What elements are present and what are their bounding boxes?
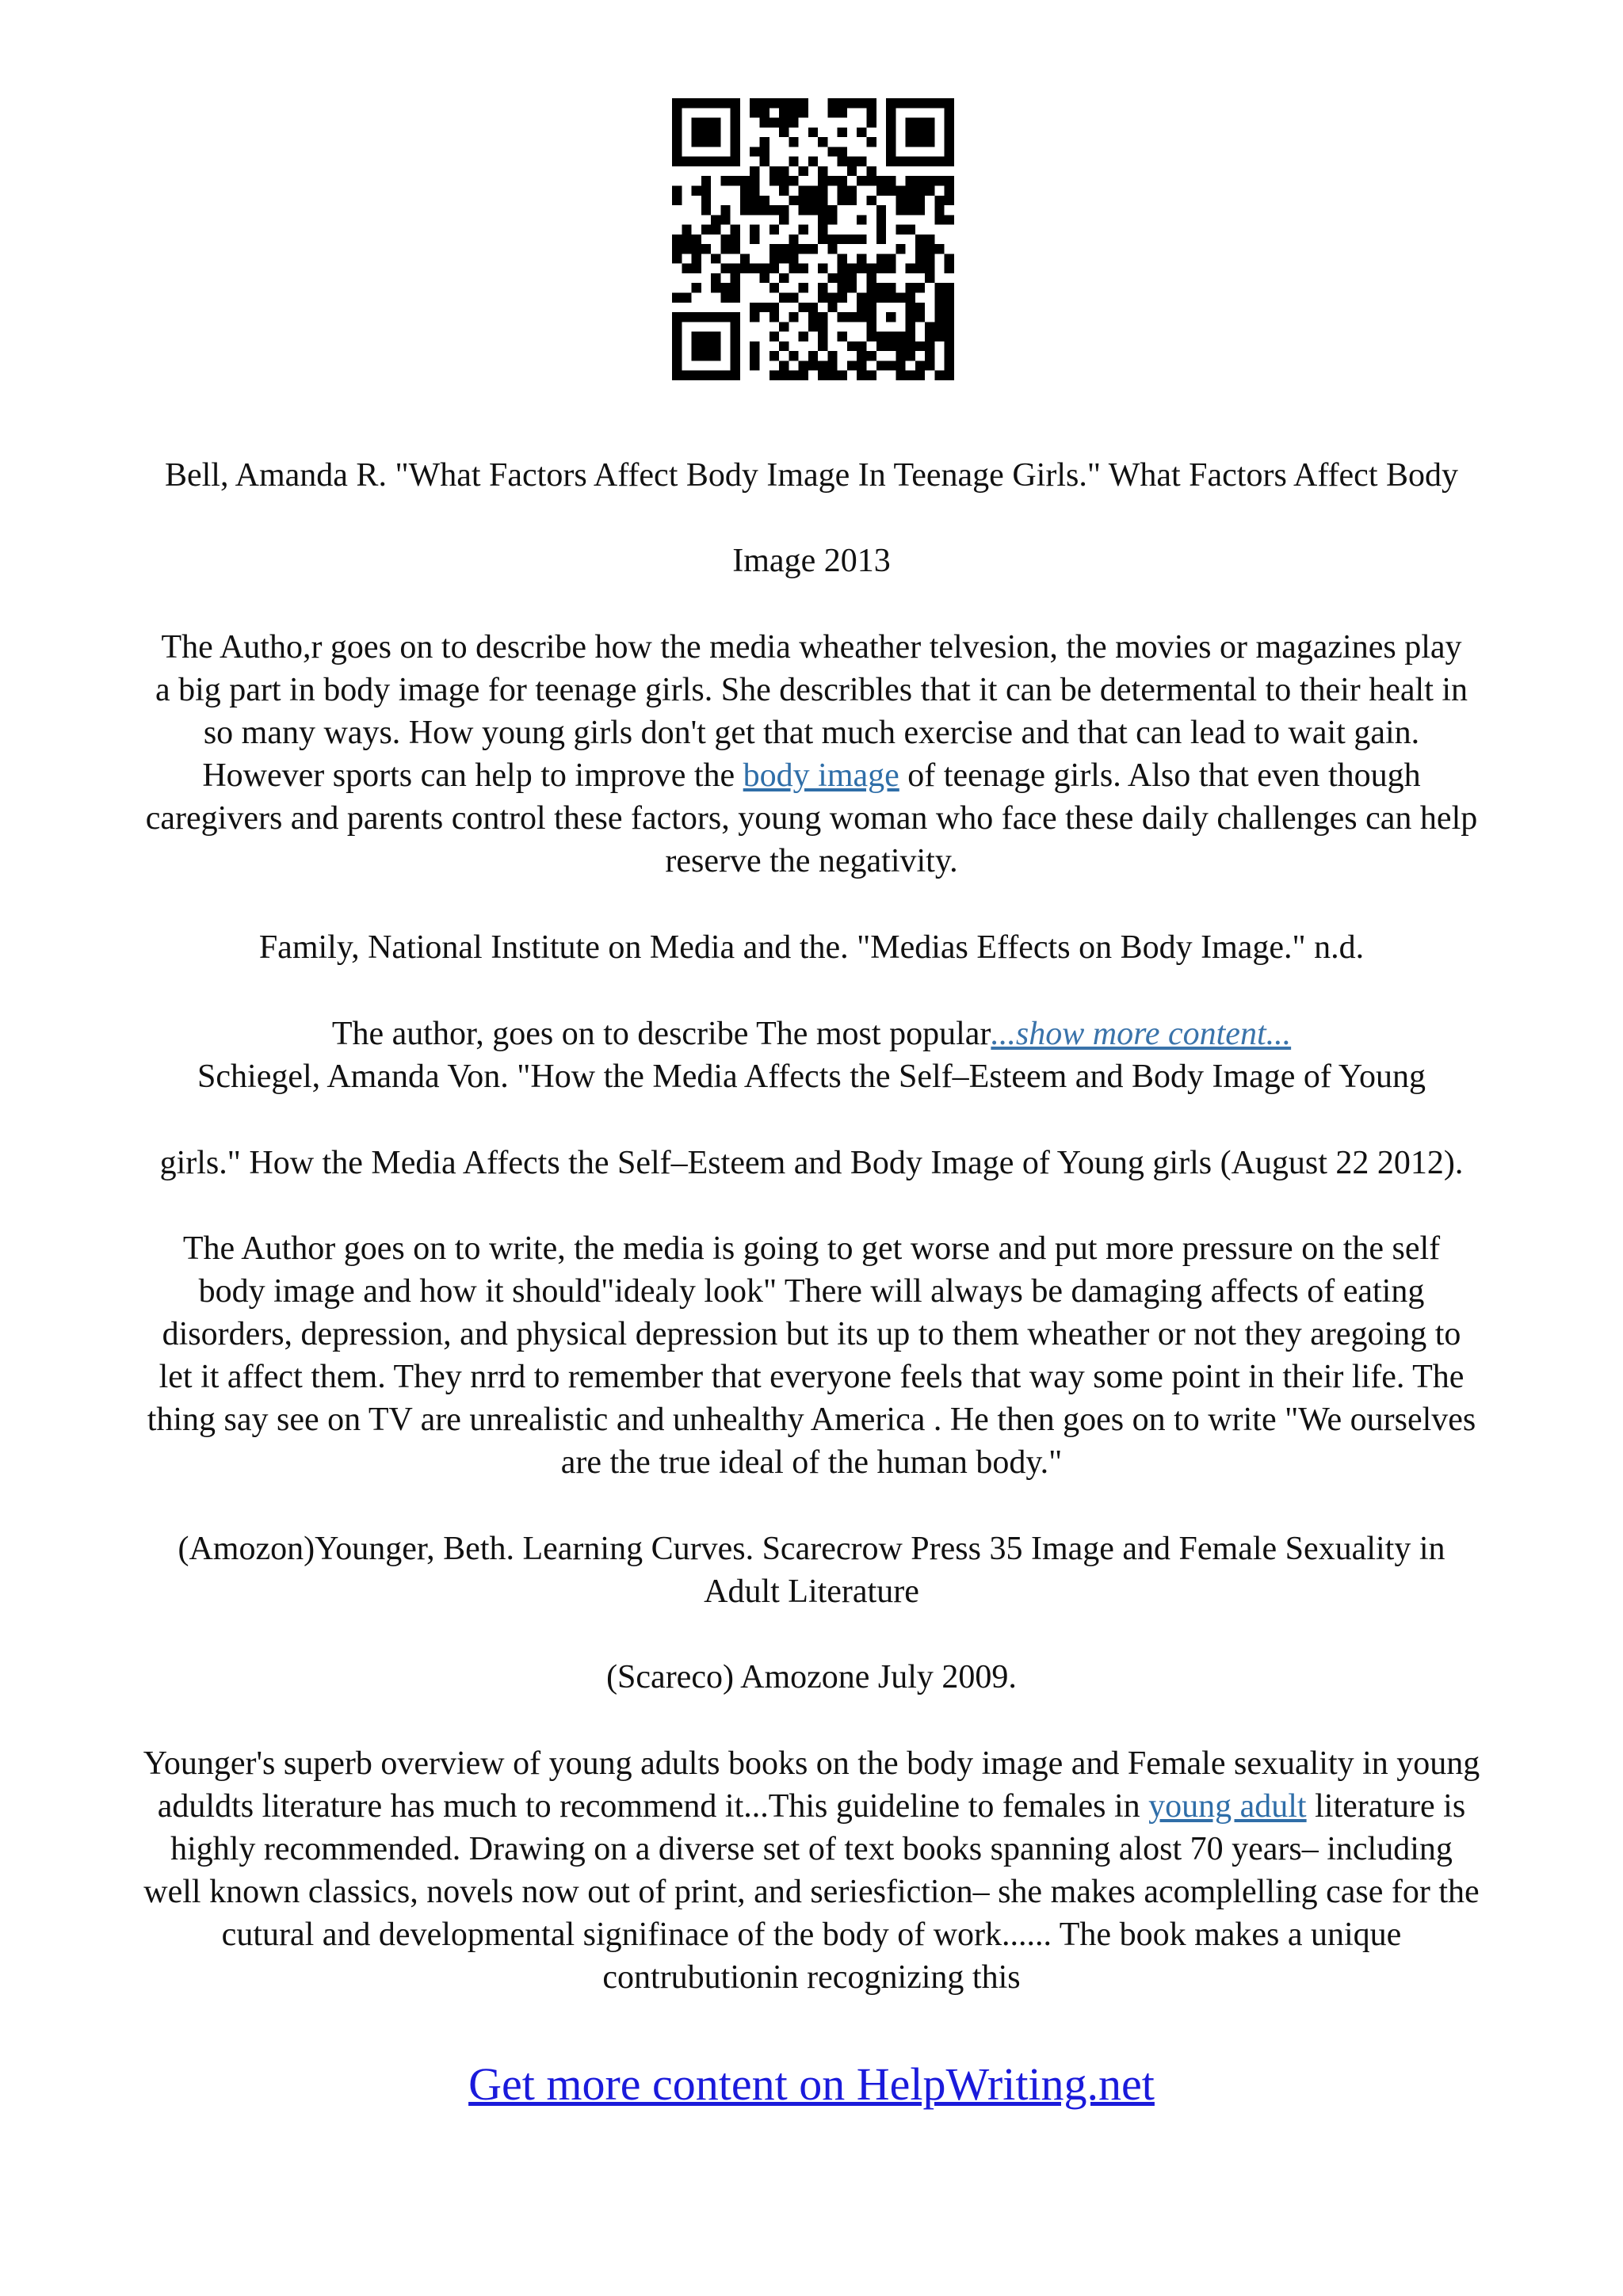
- citation-younger-line-2: Adult Literature: [704, 1573, 919, 1610]
- young-adult-link[interactable]: young adult: [1148, 1788, 1307, 1825]
- citation-family: Family, National Institute on Media and the. "Medias Effects on Body Image." n.d.: [258, 929, 1365, 966]
- paragraph-1-line-3: so many ways. How young girls don't get that much exercise and that can lead to wait gain.: [203, 715, 1420, 751]
- paragraph-4-text-b: literature is: [1306, 1788, 1466, 1825]
- show-more-link[interactable]: ...show more content...: [991, 1016, 1292, 1052]
- paragraph-3-line-5: thing say see on TV are unrealistic and unhealthy America . He then goes on to write "We ourselves: [147, 1402, 1476, 1438]
- paragraph-1-text-a: However sports can help to improve the: [202, 757, 743, 794]
- paragraph-3-line-6: are the true ideal of the human body.": [560, 1444, 1063, 1481]
- paragraph-2-text: The author, goes on to describe The most popular: [331, 1016, 991, 1052]
- qr-code-icon: [672, 98, 954, 380]
- helpwriting-link[interactable]: Get more content on HelpWriting.net: [468, 2058, 1155, 2110]
- paragraph-3-line-1: The Author goes on to write, the media is going to get worse and put more pressure on the self: [182, 1230, 1441, 1267]
- citation-younger-line-1: (Amozon)Younger, Beth. Learning Curves. Scarecrow Press 35 Image and Female Sexuality in: [178, 1531, 1445, 1567]
- paragraph-1-line-2: a big part in body image for teenage girls. She describles that it can be determental to their healt in: [155, 672, 1468, 708]
- citation-younger-line-3: (Scareco) Amozone July 2009.: [606, 1659, 1017, 1695]
- paragraph-2-line-1: [48, 1013, 1575, 1055]
- citation-schiegel-line-1: Schiegel, Amanda Von. "How the Media Affects the Self–Esteem and Body Image of Young: [197, 1058, 1426, 1095]
- paragraph-4-line-3: highly recommended. Drawing on a diverse set of text books spanning alost 70 years– including: [170, 1831, 1453, 1867]
- paragraph-4-line-1: Younger's superb overview of young adults books on the body image and Female sexuality in young: [143, 1745, 1480, 1782]
- citation-bell-line-1: Bell, Amanda R. "What Factors Affect Body Image In Teenage Girls." What Factors Affect Body: [164, 457, 1459, 494]
- paragraph-3-line-2: body image and how it should"idealy look" There will always be damaging affects of eating: [198, 1273, 1425, 1310]
- paragraph-1-line-5: caregivers and parents control these factors, young woman who face these daily challenges can help: [145, 800, 1478, 837]
- paragraph-3-line-3: disorders, depression, and physical depression but its up to them wheather or not they aregoing to: [162, 1316, 1461, 1352]
- paragraph-4-text-a: aduldts literature has much to recommend it...This guideline to females in: [157, 1788, 1149, 1825]
- citation-bell-line-2: Image 2013: [732, 543, 891, 579]
- citation-schiegel-line-2: girls." How the Media Affects the Self–Esteem and Body Image of Young girls (August 22 2012).: [159, 1145, 1464, 1181]
- paragraph-1-line-6: reserve the negativity.: [665, 843, 958, 879]
- paragraph-1-line-1: The Autho,r goes on to describe how the media wheather telvesion, the movies or magazines play: [161, 629, 1462, 666]
- paragraph-4-line-4: well known classics, novels now out of print, and seriesfiction– she makes acomplelling case for the: [143, 1874, 1480, 1910]
- paragraph-1-text-b: of teenage girls. Also that even though: [899, 757, 1421, 794]
- paragraph-4-line-5: cutural and developmental signifinace of the body of work...... The book makes a unique: [221, 1917, 1402, 1953]
- paragraph-1-line-4: [48, 754, 1575, 797]
- paragraph-4-line-2: [48, 1785, 1575, 1828]
- paragraph-3-line-4: let it affect them. They nrrd to remember that everyone feels that way some point in their life. The: [158, 1359, 1465, 1395]
- paragraph-4-line-6: contrubutionin recognizing this: [602, 1959, 1021, 1996]
- body-image-link[interactable]: body image: [743, 757, 899, 794]
